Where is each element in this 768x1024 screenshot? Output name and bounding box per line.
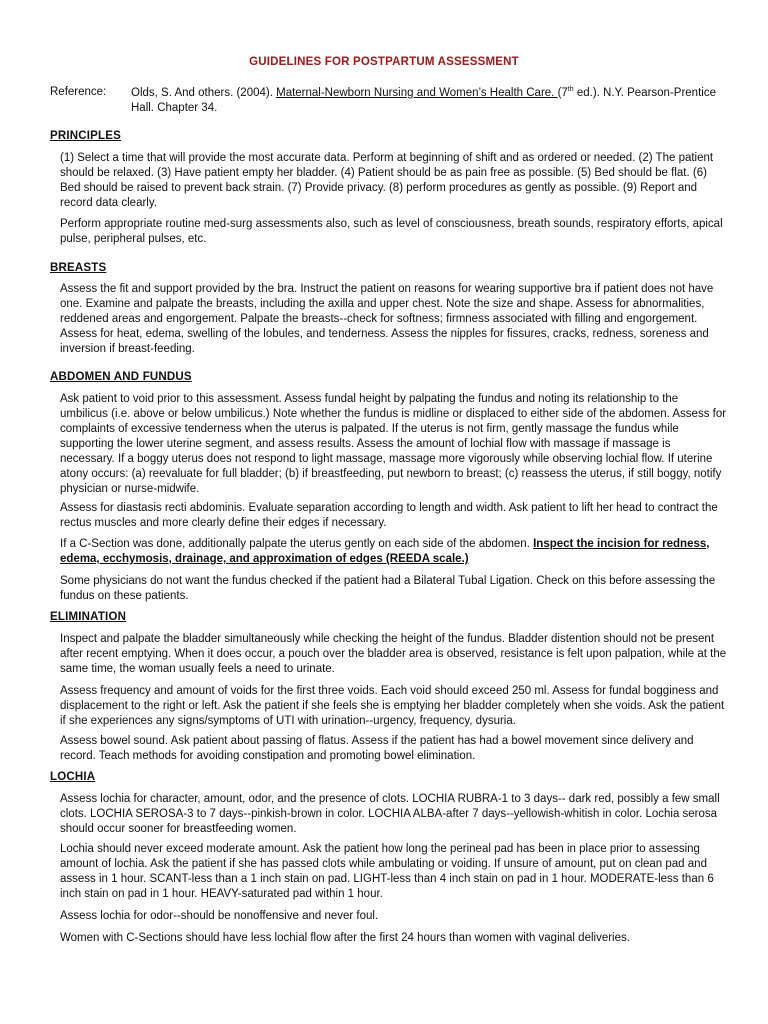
abdomen-c-section-text: If a C-Section was done, additionally palpate the uterus gently on each side of the abdomen. [60,538,534,550]
lochia-paragraph-2: Lochia should never exceed moderate amount. Ask the patient how long the perineal pad has been in place prior to assessing amount of lochia. Ask the patient if she has passed clots while ambulating or voiding. If unsure of amount, put on clean pad and assess in 1 hour. SCANT-less than a 1 inch stain on pad. LIGHT-less than 4 inch stain on pad in 1 hour. MODERATE-less than 6 inch stain on pad in 1 hour. HEAVY-saturated pad within 1 hour. [60,843,714,900]
reference-publisher: ed.). N.Y. Pearson-Prentice Hall. Chapter 34. [131,87,716,114]
abdomen-paragraph-2: Assess for diastasis recti abdominis. Evaluate separation according to length and width. Ask patient to lift her head to contract the rectus muscles and more clearly define their edges if necessary. [60,502,718,529]
heading-lochia: LOCHIA [50,771,96,783]
abdomen-paragraph-3 [60,537,728,567]
lochia-paragraph-1: Assess lochia for character, amount, odor, and the presence of clots. LOCHIA RUBRA-1 to 3 days-- dark red, possibly a few small clots. LOCHIA SEROSA-3 to 7 days--pinkish-brown in color. LOCHIA ALBA-after 7 days--yellowish-whitish in color. Lochia serosa should occur sooner for breastfeeding women. [60,793,720,835]
lochia-paragraph-4: Women with C-Sections should have less lochial flow after the first 24 hours than women with vaginal deliveries. [60,932,630,944]
principles-paragraph-1: (1) Select a time that will provide the most accurate data. Perform at beginning of shift and as ordered or needed. (2) The patient should be relaxed. (3) Have patient empty her bladder. (4) Patient should be as pain free as possible. (5) Bed should be flat. (6) Bed should be raised to prevent back strain. (7) Provide privacy. (8) perform procedures as gently as possible. (9) Report and record data clearly. [60,152,714,209]
principles-paragraph-2: Perform appropriate routine med-surg assessments also, such as level of consciousness, breath sounds, respiratory efforts, apical pulse, peripheral pulses, etc. [60,218,723,245]
lochia-paragraph-3: Assess lochia for odor--should be nonoffensive and never foul. [60,910,379,922]
abdomen-paragraph-4: Some physicians do not want the fundus checked if the patient had a Bilateral Tubal Ligation. Check on this before assessing the fundus on these patients. [60,575,716,602]
abdomen-paragraph-1: Ask patient to void prior to this assessment. Assess fundal height by palpating the fundus and noting its relationship to the umbilicus (i.e. above or below umbilicus.) Note whether the fundus is midline or displaced to either side of the abdomen. Assess for complaints of excessive tenderness when the uterus is palpated. If the uterus is not firm, gently massage the fundus while supporting the lower uterine segment, and assess results. Assess the amount of lochial flow with massage if massage is necessary. If a boggy uterus does not respond to light massage, massage more vigorously while observing lochial flow. If uterine atony occurs: (a) reevaluate for full bladder; (b) if breastfeeding, put newborn to breast; (c) reassess the uterus, if still boggy, notify physician or nurse-midwife. [60,393,727,495]
heading-breasts: BREASTS [50,262,107,274]
breasts-paragraph-1: Assess the fit and support provided by the bra. Instruct the patient on reasons for wearing supportive bra if patient does not have one. Examine and palpate the breasts, including the axilla and upper chest. Note the size and shape. Assess for abnormalities, reddened areas and engorgement. Palpate the breasts--check for softness; firmness associated with filling and engorgement. Assess for heat, edema, swelling of the lobules, and tenderness. Assess the nipples for fissures, cracks, redness, soreness and inversion if breast-feeding. [60,283,714,355]
reference-authors: Olds, S. And others. (2004). [131,87,277,99]
reference-book-title: Maternal-Newborn Nursing and Women’s Health Care. [276,87,558,99]
heading-principles: PRINCIPLES [50,130,122,142]
reference-citation [131,86,721,116]
elimination-paragraph-1: Inspect and palpate the bladder simultaneously while checking the height of the fundus. Bladder distention should not be present after recent emptying. When it does occur, a pouch over the bladder area is observed, resistance is felt upon palpation, while at the same time, the woman usually feels a need to urinate. [60,633,727,675]
heading-elimination: ELIMINATION [50,611,127,623]
reference-edition: (7 [557,87,568,99]
document-title: GUIDELINES FOR POSTPARTUM ASSESSMENT [249,56,519,68]
elimination-paragraph-3: Assess bowel sound. Ask patient about passing of flatus. Assess if the patient has had a bowel movement since delivery and record. Teach methods for avoiding constipation and promoting bowel elimination. [60,735,694,762]
elimination-paragraph-2: Assess frequency and amount of voids for the first three voids. Each void should exceed 250 ml. Assess for fundal bogginess and displacement to the right or left. Ask the patient if she feels she is emptying her bladder completely when she voids. Ask the patient if she experiences any signs/symptoms of UTI with urination--urgency, frequency, dysuria. [60,685,725,727]
reference-label: Reference: [50,86,107,98]
heading-abdomen-and-fundus: ABDOMEN AND FUNDUS [50,371,192,383]
reeda-incision-emphasis: Inspect the incision for redness, edema, ecchymosis, drainage, and approximation of edges (REEDA scale.) [60,538,710,565]
reference-edition-superscript: th [567,86,574,94]
